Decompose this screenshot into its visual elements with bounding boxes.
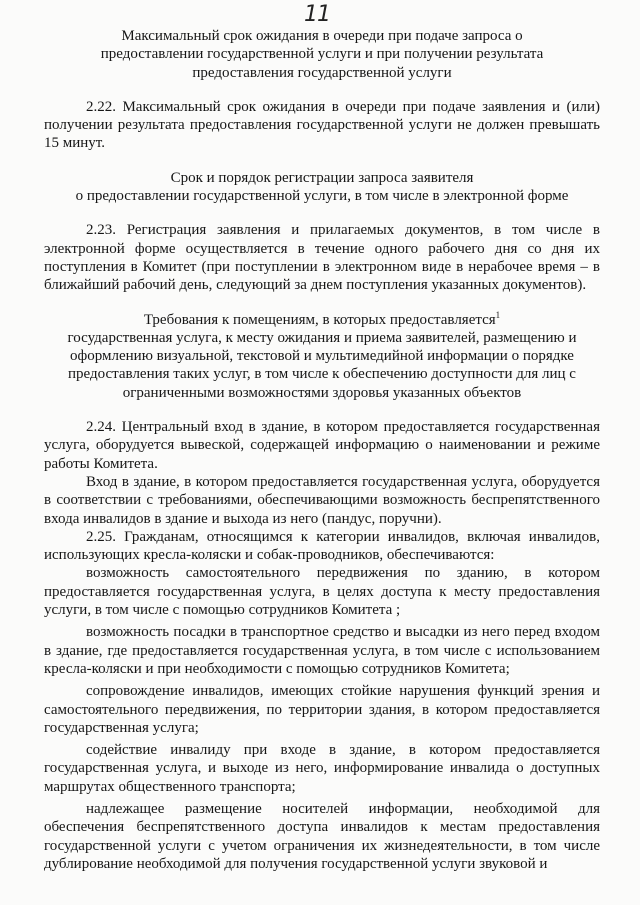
- heading-premises: [44, 311, 600, 402]
- heading-line: ограниченными возможностями здоровья указанных объектов: [122, 384, 522, 401]
- page-number: 11: [304, 2, 330, 27]
- document-body: [44, 27, 600, 877]
- list-item: надлежащее размещение носителей информации, необходимой для обеспечения беспрепятственного доступа инвалидов к местам предоставления государственной услуги с учетом ограничения их жизнедеятельности, в том числе дублирование необходимой для получения государственной услуги звуковой и: [44, 800, 600, 872]
- paragraph-2-22: 2.22. Максимальный срок ожидания в очереди при подаче заявления и (или) получении результата предоставления государственной услуги не должен превышать 15 минут.: [44, 98, 600, 152]
- list-item: сопровождение инвалидов, имеющих стойкие нарушения функций зрения и самостоятельного передвижения, по территории здания, в котором предоставляется государственная услуга;: [44, 683, 600, 736]
- paragraph-2-23: 2.23. Регистрация заявления и прилагаемых документов, в том числе в электронной форме осуществляется в течение одного рабочего дня со дня их поступления в Комитет (при поступлении в электронном виде в нерабочее время – в ближайший рабочий день, следующий за днем поступления указанных документов).: [44, 222, 600, 294]
- accessibility-list: [44, 564, 600, 873]
- heading-registration: [44, 169, 600, 206]
- heading-line: Требования к помещениям, в которых предоставляется: [143, 311, 496, 328]
- heading-line: Срок и порядок регистрации запроса заявителя: [170, 169, 474, 186]
- heading-line: о предоставлении государственной услуги, в том числе в электронной форме: [75, 188, 569, 205]
- heading-line: предоставлении государственной услуги и при получении результата: [100, 46, 544, 63]
- paragraph-2-24: 2.24. Центральный вход в здание, в котором предоставляется государственная услуга, оборудуется вывеской, содержащей информацию о наименовании и режиме работы Комитета.: [44, 419, 600, 472]
- list-item: возможность самостоятельного передвижения по зданию, в котором предоставляется государственная услуга, в целях доступа к месту предоставления услуги, в том числе с помощью сотрудников Комитета ;: [44, 565, 600, 619]
- footnote-mark: 1: [495, 309, 501, 320]
- heading-line: предоставления государственной услуги: [192, 64, 452, 81]
- list-item: содействие инвалиду при входе в здание, в котором предоставляется государственная услуга, и выходе из него, информирование инвалида о доступных маршрутах общественного транспорта;: [44, 742, 600, 795]
- heading-line: предоставления таких услуг, в том числе к обеспечению доступности для лиц с: [68, 366, 576, 383]
- heading-line: оформлению визуальной, текстовой и мультимедийной информации о порядке: [70, 348, 574, 365]
- list-item: возможность посадки в транспортное средство и высадки из него перед входом в здание, где предоставляется государственная услуга, в том числе с использованием кресла-коляски и при необходимости с помощью сотрудников Комитета;: [44, 624, 600, 677]
- heading-line: Максимальный срок ожидания в очереди при подаче запроса о: [121, 28, 523, 44]
- paragraph-entrance: Вход в здание, в котором предоставляется государственная услуга, оборудуется в соответствии с требованиями, обеспечивающими возможность беспрепятственного входа инвалидов в здание и выхода из него (пандус, поручни).: [44, 473, 600, 527]
- heading-queue: [44, 27, 600, 82]
- paragraph-2-25: 2.25. Гражданам, относящимся к категории инвалидов, включая инвалидов, использующих кресла-коляски и собак-проводников, обеспечиваются:: [44, 528, 600, 564]
- heading-line: государственная услуга, к месту ожидания и приема заявителей, размещению и: [67, 329, 577, 346]
